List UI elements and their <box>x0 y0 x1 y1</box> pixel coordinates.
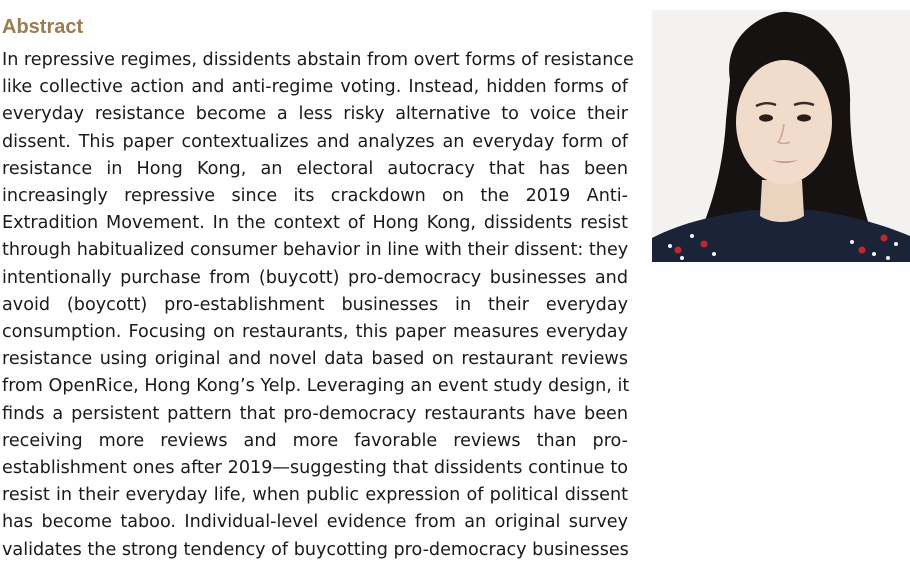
abstract-line: In repressive regimes, dissidents abstain from overt forms of resistance <box>2 50 634 70</box>
abstract-line: resist in their everyday life, when public expression of political dissent <box>2 485 628 506</box>
abstract-line: increasingly repressive since its crackdown on the 2019 Anti- <box>2 186 628 207</box>
abstract-line: validates the strong tendency of buycotting pro-democracy businesses <box>2 539 629 560</box>
abstract-line: through habitualized consumer behavior in line with their dissent: they <box>2 240 629 261</box>
author-portrait <box>652 10 910 262</box>
abstract-line: finds a persistent pattern that pro-democracy restaurants have been <box>2 403 628 424</box>
abstract-line: Extradition Movement. In the context of Hong Kong, dissidents resist <box>2 213 628 234</box>
abstract-line: resistance in Hong Kong, an electoral autocracy that has been <box>2 158 628 179</box>
abstract-line: from OpenRice, Hong Kong’s Yelp. Leveraging an event study design, it <box>2 376 630 397</box>
abstract-line: everyday resistance become a less risky alternative to voice their <box>2 104 628 125</box>
abstract-line: dissent. This paper contextualizes and analyzes an everyday form of <box>2 131 628 152</box>
abstract-line: has become taboo. Individual-level evidence from an original survey <box>2 512 628 533</box>
abstract-line: consumption. Focusing on restaurants, this paper measures everyday <box>2 322 628 343</box>
abstract-line: like collective action and anti-regime voting. Instead, hidden forms of <box>2 77 628 98</box>
abstract-line: establishment ones after 2019—suggesting that dissidents continue to <box>2 458 628 479</box>
abstract-heading: Abstract <box>2 16 84 38</box>
abstract-line: avoid (boycott) pro-establishment businesses in their everyday <box>2 294 628 315</box>
abstract-line: resistance using original and novel data based on restaurant reviews <box>2 349 628 370</box>
abstract-line: receiving more reviews and more favorable reviews than pro- <box>2 430 628 451</box>
abstract-body <box>2 47 634 564</box>
abstract-line: intentionally purchase from (buycott) pro-democracy businesses and <box>2 267 628 288</box>
author-portrait-illustration <box>652 10 910 262</box>
